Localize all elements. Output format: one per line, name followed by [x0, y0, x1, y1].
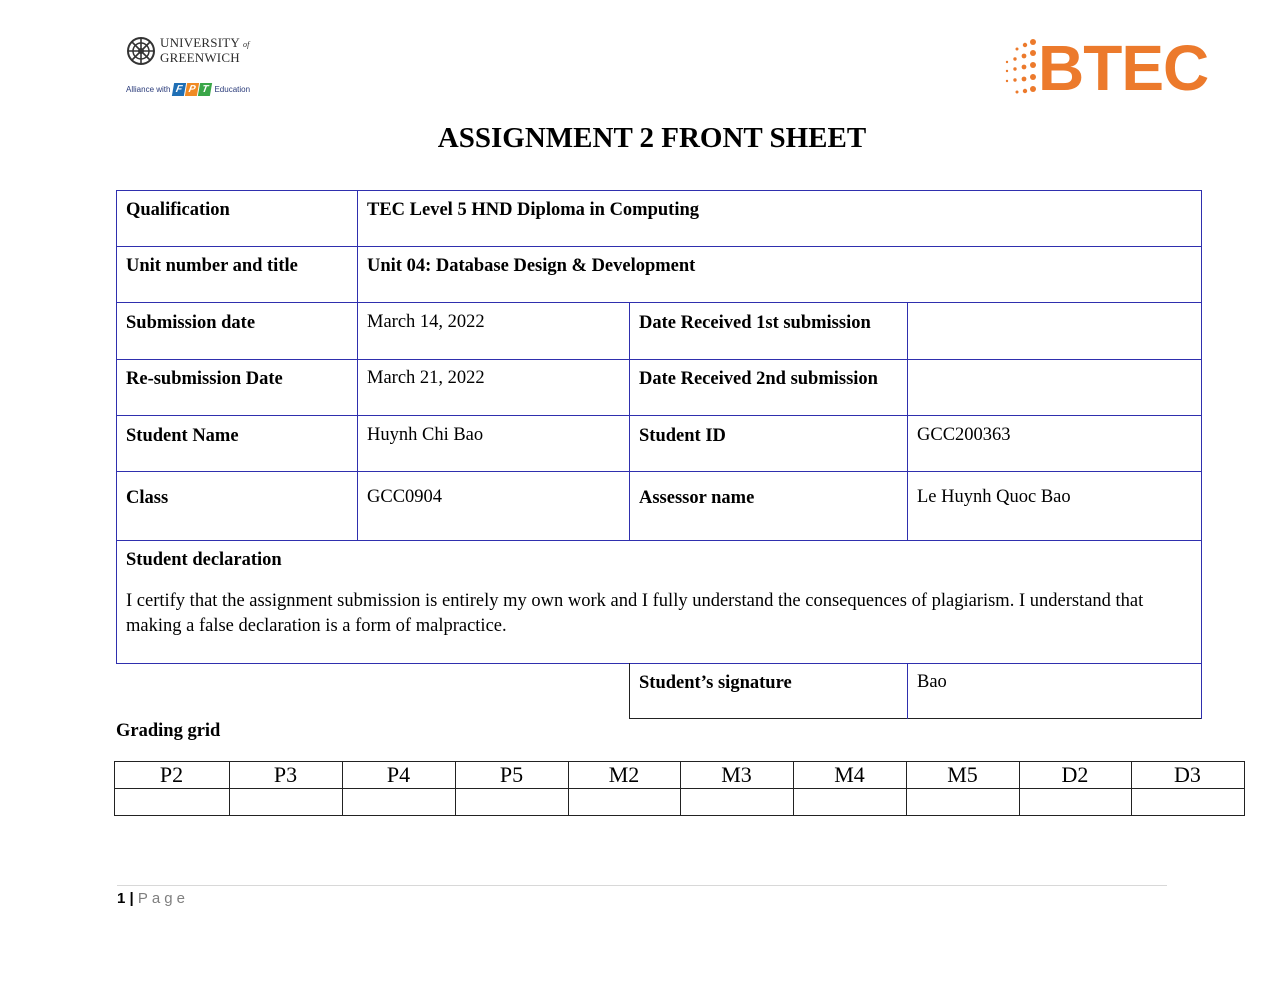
- grade-col-d2: D2: [1061, 762, 1089, 787]
- grade-col-m5: M5: [947, 762, 978, 787]
- qualification-label: Qualification: [126, 200, 230, 220]
- university-of: of: [242, 40, 250, 49]
- declaration-heading: Student declaration: [126, 550, 282, 570]
- grade-col-m4: M4: [834, 762, 865, 787]
- grade-col-m3: M3: [721, 762, 752, 787]
- student-id-label: Student ID: [639, 426, 726, 446]
- page-word: Page: [137, 890, 189, 907]
- qualification-value: TEC Level 5 HND Diploma in Computing: [367, 200, 700, 220]
- page-title: ASSIGNMENT 2 FRONT SHEET: [437, 122, 867, 154]
- university-crest-icon: [126, 36, 156, 66]
- grade-col-p4: P4: [386, 762, 411, 787]
- assessor-value: Le Huynh Quoc Bao: [917, 487, 1071, 507]
- date-received-2-label: Date Received 2nd submission: [639, 369, 878, 389]
- alliance-text: Alliance with: [126, 85, 171, 94]
- footer-divider: [117, 885, 1167, 886]
- btec-dots-icon: [1000, 37, 1040, 99]
- assessor-label: Assessor name: [639, 488, 755, 508]
- btec-logo: [1000, 32, 1209, 104]
- submission-date-label: Submission date: [126, 313, 256, 333]
- date-received-1-label: Date Received 1st submission: [639, 313, 871, 333]
- resubmission-date-label: Re-submission Date: [126, 369, 283, 389]
- grade-col-p3: P3: [273, 762, 298, 787]
- page-number: 1: [117, 890, 126, 907]
- fpt-letter-t: T: [198, 83, 212, 96]
- signature-value: Bao: [917, 672, 947, 692]
- grade-col-d3: D3: [1174, 762, 1201, 787]
- class-value: GCC0904: [367, 487, 443, 507]
- declaration-text: I certify that the assignment submission is entirely my own work and I fully understand the consequences of plagiarism. I understand that making a false declaration is a form of malpractice.: [126, 591, 1144, 636]
- submission-date-value: March 14, 2022: [367, 312, 485, 332]
- fpt-letter-f: F: [172, 83, 186, 96]
- grade-col-p5: P5: [499, 762, 524, 787]
- university-name-line2: GREENWICH: [160, 50, 240, 65]
- page-footer: [117, 889, 189, 909]
- class-label: Class: [126, 488, 169, 508]
- grading-heading: Grading grid: [116, 721, 221, 741]
- student-name-label: Student Name: [126, 426, 239, 446]
- university-wordmark: [160, 36, 270, 64]
- unit-value: Unit 04: Database Design & Development: [367, 256, 696, 276]
- alliance-education: Education: [214, 85, 251, 94]
- footer-separator: |: [129, 890, 134, 907]
- unit-label: Unit number and title: [126, 256, 298, 276]
- student-id-value: GCC200363: [917, 425, 1011, 445]
- alliance-line: [126, 83, 250, 96]
- fpt-letter-p: P: [185, 83, 199, 96]
- grade-col-p2: P2: [159, 762, 184, 787]
- student-name-value: Huynh Chi Bao: [367, 425, 484, 445]
- btec-wordmark: BTEC: [1038, 32, 1209, 104]
- university-name-line1: UNIVERSITY: [160, 35, 240, 50]
- resubmission-date-value: March 21, 2022: [367, 368, 485, 388]
- grade-col-m2: M2: [608, 762, 640, 787]
- fpt-logo: [173, 83, 211, 96]
- signature-label: Student’s signature: [639, 673, 792, 693]
